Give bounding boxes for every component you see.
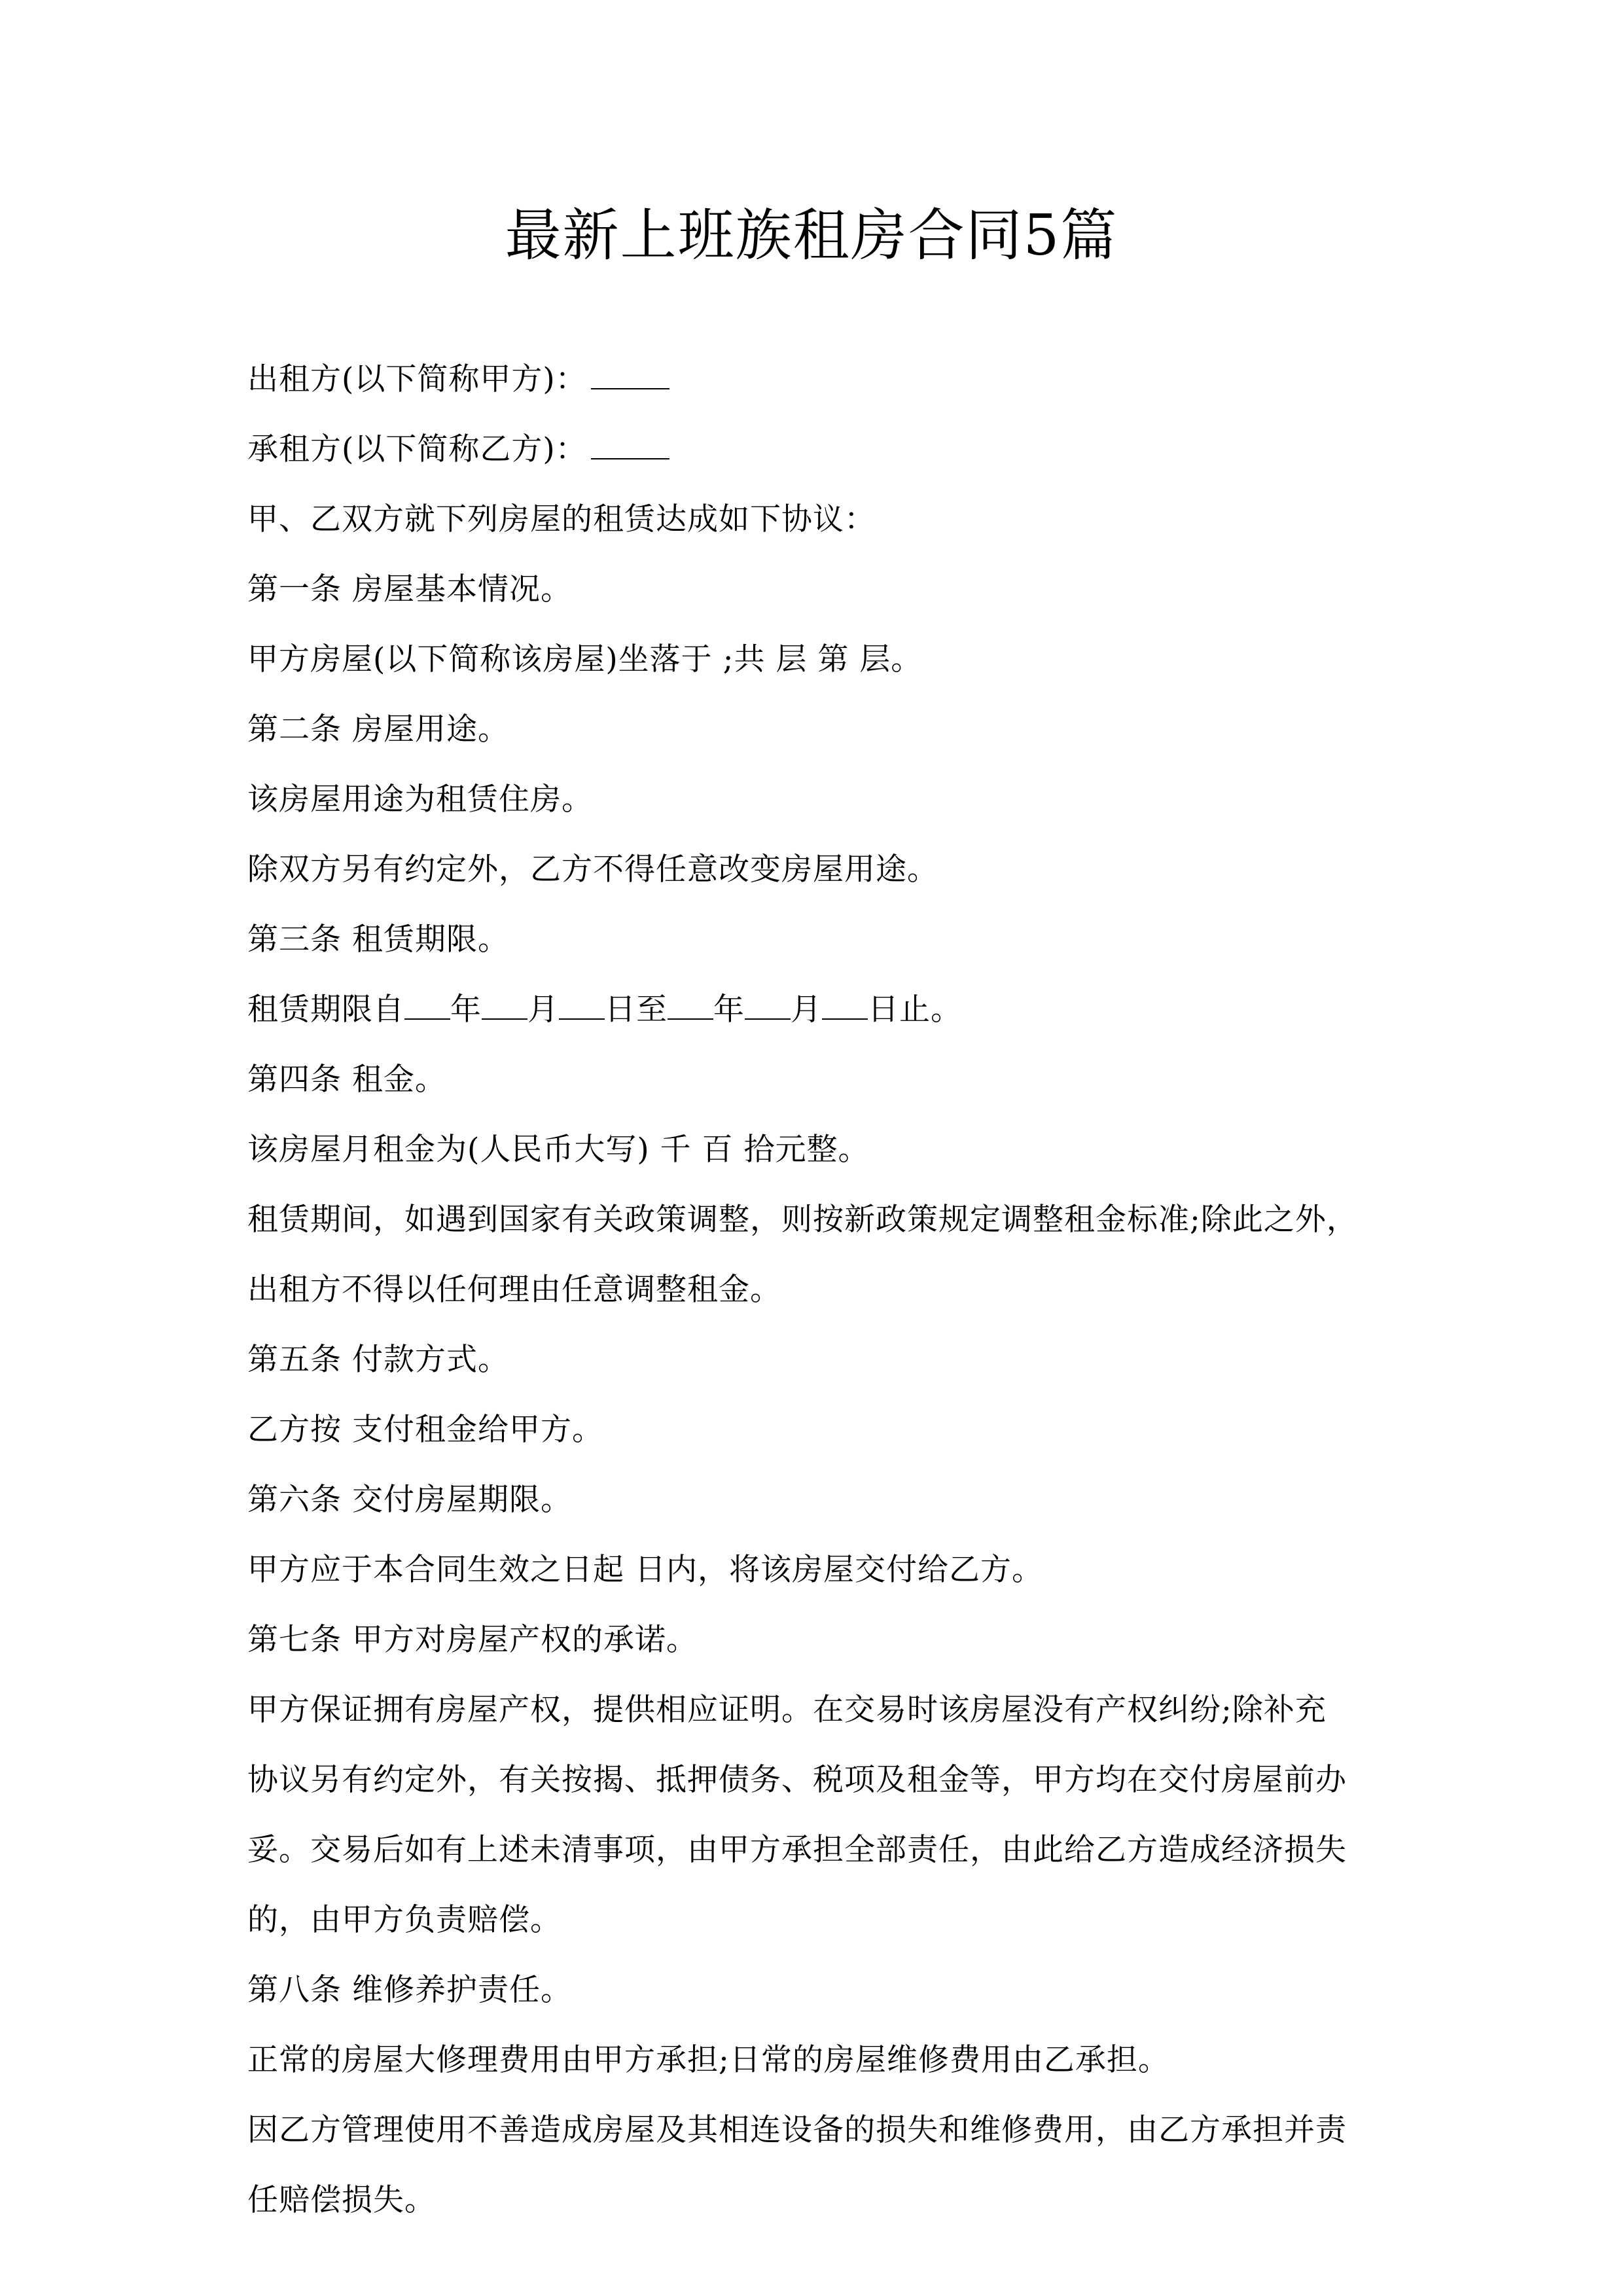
- start-day-blank: [559, 988, 605, 1020]
- day-to-label: 日至: [605, 992, 668, 1028]
- article-heading: 第四条 租金。: [247, 1062, 446, 1098]
- paragraph: 除双方另有约定外，乙方不得任意改变房屋用途。: [247, 852, 938, 888]
- lessor-blank: [591, 358, 669, 389]
- paragraph: 任赔偿损失。: [247, 2182, 436, 2218]
- paragraph: 协议另有约定外，有关按揭、抵押债务、税项及租金等，甲方均在交付房屋前办: [247, 1762, 1347, 1798]
- article-heading: 第六条 交付房屋期限。: [247, 1482, 572, 1518]
- paragraph: 甲、乙双方就下列房屋的租赁达成如下协议：: [247, 501, 876, 537]
- paragraph: 该房屋月租金为(人民币大写) 千 百 拾元整。: [247, 1132, 870, 1168]
- paragraph: 该房屋用途为租赁住房。: [247, 781, 593, 817]
- lease-term-line: [247, 984, 1399, 1054]
- paragraph: 甲方应于本合同生效之日起 日内，将该房屋交付给乙方。: [247, 1552, 1043, 1588]
- paragraph: 妥。交易后如有上述未清事项，由甲方承担全部责任，由此给乙方造成经济损失: [247, 1832, 1347, 1868]
- year-label: 年: [713, 992, 745, 1028]
- paragraph: 因乙方管理使用不善造成房屋及其相连设备的损失和维修费用，由乙方承担并责: [247, 2112, 1347, 2148]
- article-heading: 第三条 租赁期限。: [247, 922, 509, 958]
- start-year-blank: [404, 988, 450, 1020]
- day-end-label: 日止。: [868, 992, 962, 1028]
- paragraph: 出租方不得以任何理由任意调整租金。: [247, 1272, 781, 1308]
- document-body: [247, 353, 1399, 2244]
- end-year-blank: [668, 988, 713, 1020]
- document-title: 最新上班族租房合同5篇: [505, 203, 1118, 268]
- paragraph: 甲方房屋(以下简称该房屋)坐落于 ;共 层 第 层。: [247, 641, 923, 677]
- paragraph: 的，由甲方负责赔偿。: [247, 1902, 562, 1938]
- article-heading: 第五条 付款方式。: [247, 1342, 509, 1378]
- paragraph: 乙方按 支付租金给甲方。: [247, 1412, 603, 1448]
- article-heading: 第八条 维修养护责任。: [247, 1972, 572, 2008]
- end-month-blank: [745, 988, 791, 1020]
- paragraph: 甲方保证拥有房屋产权，提供相应证明。在交易时该房屋没有产权纠纷;除补充: [247, 1692, 1327, 1728]
- month-label: 月: [791, 992, 822, 1028]
- paragraph: 正常的房屋大修理费用由甲方承担;日常的房屋维修费用由乙承担。: [247, 2042, 1169, 2078]
- lessee-line: [247, 423, 1399, 493]
- month-label: 月: [527, 992, 559, 1028]
- article-heading: 第七条 甲方对房屋产权的承诺。: [247, 1622, 698, 1658]
- lessor-label: 出租方(以下简称甲方)：: [247, 361, 587, 397]
- lessor-line: [247, 353, 1399, 423]
- paragraph: 租赁期间，如遇到国家有关政策调整，则按新政策规定调整租金标准;除此之外，: [247, 1202, 1358, 1238]
- end-day-blank: [822, 988, 868, 1020]
- lessee-blank: [591, 428, 669, 459]
- year-label: 年: [450, 992, 482, 1028]
- article-heading: 第二条 房屋用途。: [247, 711, 509, 747]
- lessee-label: 承租方(以下简称乙方)：: [247, 431, 587, 467]
- lease-term-label: 租赁期限自: [247, 992, 404, 1028]
- start-month-blank: [482, 988, 527, 1020]
- article-heading: 第一条 房屋基本情况。: [247, 571, 572, 607]
